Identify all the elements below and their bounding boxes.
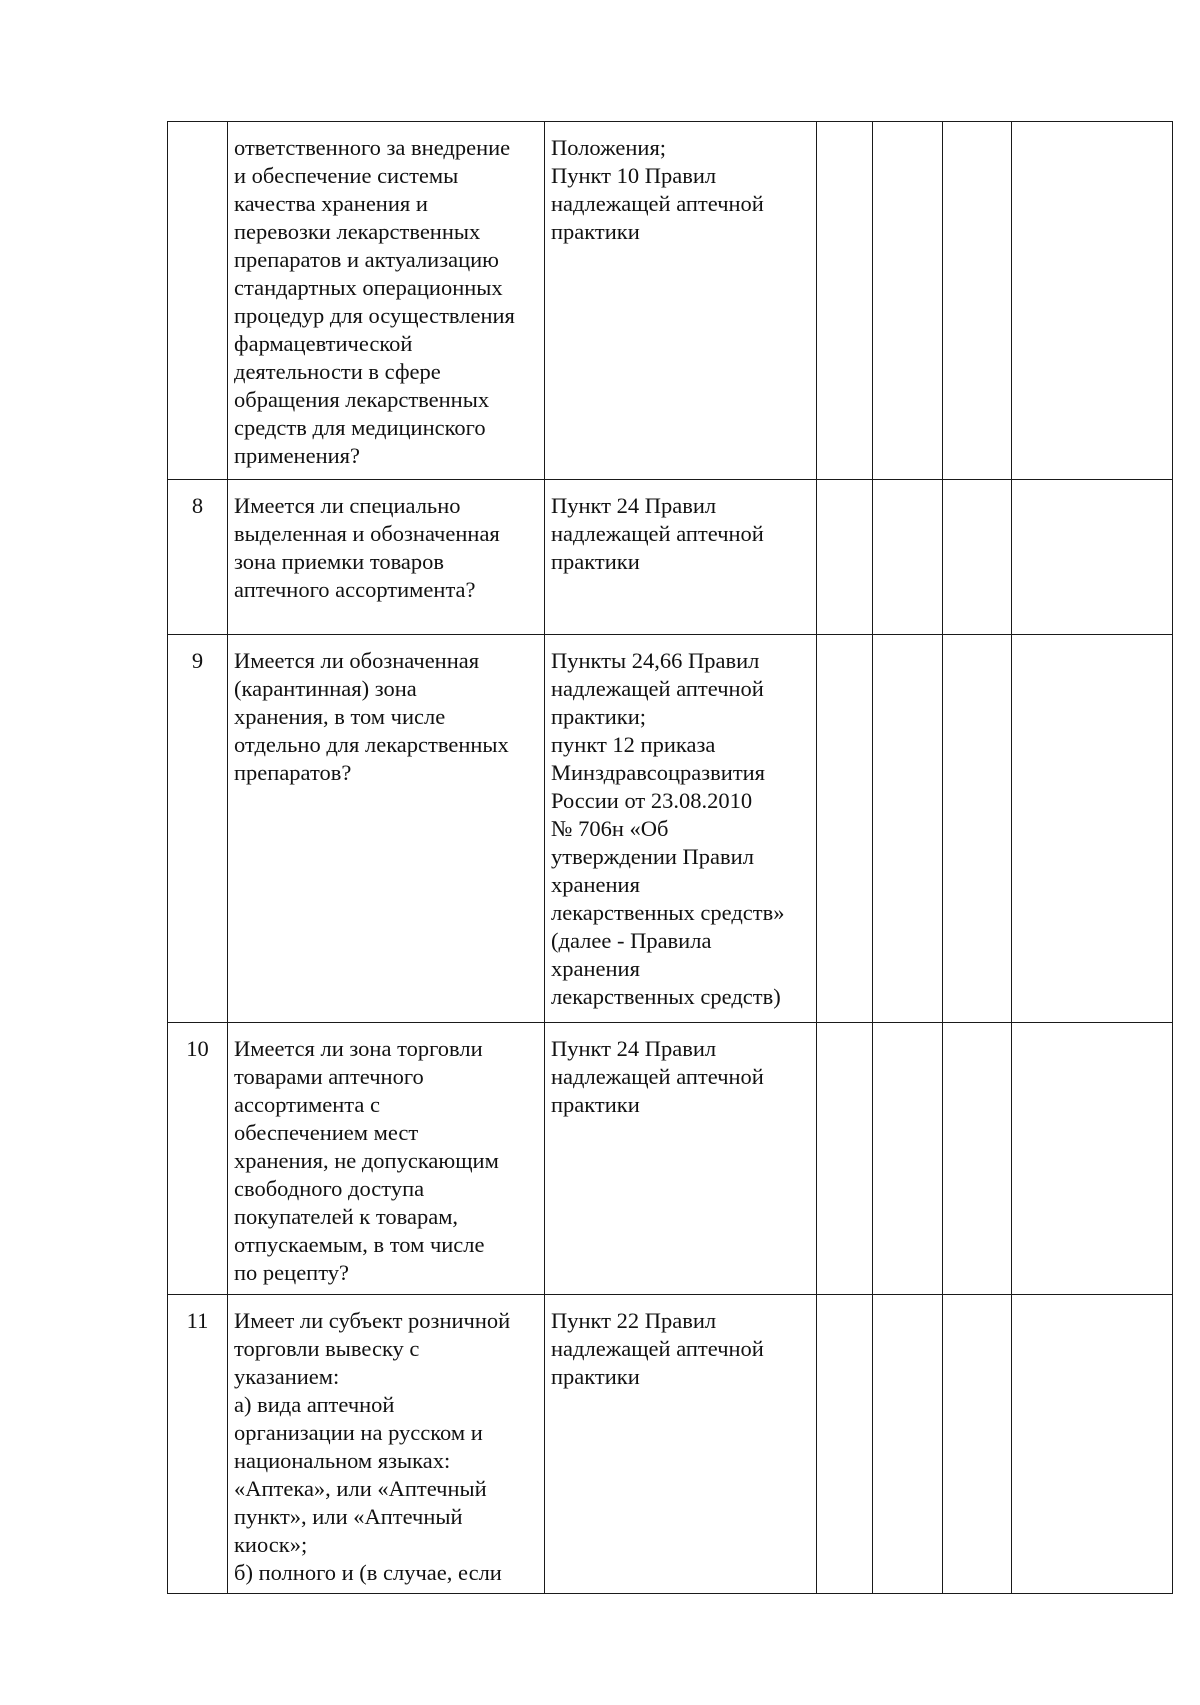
reference-cell: Пункт 22 Правил надлежащей аптечной практики — [545, 1295, 817, 1594]
answer-yes-cell — [817, 1023, 873, 1295]
row-number — [168, 122, 228, 480]
row-number: 8 — [168, 480, 228, 635]
note-cell — [1012, 1023, 1173, 1295]
answer-no-cell — [873, 1295, 943, 1594]
question-cell: Имеется ли обозначенная (карантинная) зона хранения, в том числе отдельно для лекарственных препаратов? — [228, 635, 545, 1023]
reference-cell: Пункты 24,66 Правил надлежащей аптечной практики; пункт 12 приказа Минздравсоцразвития России от 23.08.2010 № 706н «Об утверждении Правил хранения лекарственных средств» (далее - Правила хранения лекарственных средств) — [545, 635, 817, 1023]
table-row — [168, 635, 1173, 1023]
row-number: 9 — [168, 635, 228, 1023]
answer-no-cell — [873, 122, 943, 480]
reference-cell: Пункт 24 Правил надлежащей аптечной практики — [545, 480, 817, 635]
answer-no-cell — [873, 480, 943, 635]
note-cell — [1012, 635, 1173, 1023]
table-row — [168, 1023, 1173, 1295]
answer-yes-cell — [817, 480, 873, 635]
note-cell — [1012, 1295, 1173, 1594]
question-cell: Имеется ли специально выделенная и обозначенная зона приемки товаров аптечного ассортимента? — [228, 480, 545, 635]
answer-na-cell — [943, 1023, 1012, 1295]
answer-na-cell — [943, 480, 1012, 635]
row-number: 11 — [168, 1295, 228, 1594]
answer-na-cell — [943, 635, 1012, 1023]
answer-na-cell — [943, 122, 1012, 480]
question-cell: ответственного за внедрение и обеспечение системы качества хранения и перевозки лекарственных препаратов и актуализацию стандартных операционных процедур для осуществления фармацевтической деятельности в сфере обращения лекарственных средств для медицинского применения? — [228, 122, 545, 480]
answer-na-cell — [943, 1295, 1012, 1594]
reference-cell: Пункт 24 Правил надлежащей аптечной практики — [545, 1023, 817, 1295]
answer-yes-cell — [817, 635, 873, 1023]
answer-yes-cell — [817, 1295, 873, 1594]
answer-no-cell — [873, 1023, 943, 1295]
reference-cell: Положения; Пункт 10 Правил надлежащей аптечной практики — [545, 122, 817, 480]
question-cell: Имеет ли субъект розничной торговли вывеску с указанием: а) вида аптечной организации на русском и национальном языках: «Аптека», или «Аптечный пункт», или «Аптечный киоск»; б) полного и (в случае, если — [228, 1295, 545, 1594]
answer-no-cell — [873, 635, 943, 1023]
table-row — [168, 122, 1173, 480]
table-row — [168, 480, 1173, 635]
row-number: 10 — [168, 1023, 228, 1295]
table-row — [168, 1295, 1173, 1594]
note-cell — [1012, 480, 1173, 635]
answer-yes-cell — [817, 122, 873, 480]
checklist-table — [167, 121, 1173, 1594]
note-cell — [1012, 122, 1173, 480]
question-cell: Имеется ли зона торговли товарами аптечного ассортимента с обеспечением мест хранения, не допускающим свободного доступа покупателей к товарам, отпускаемым, в том числе по рецепту? — [228, 1023, 545, 1295]
